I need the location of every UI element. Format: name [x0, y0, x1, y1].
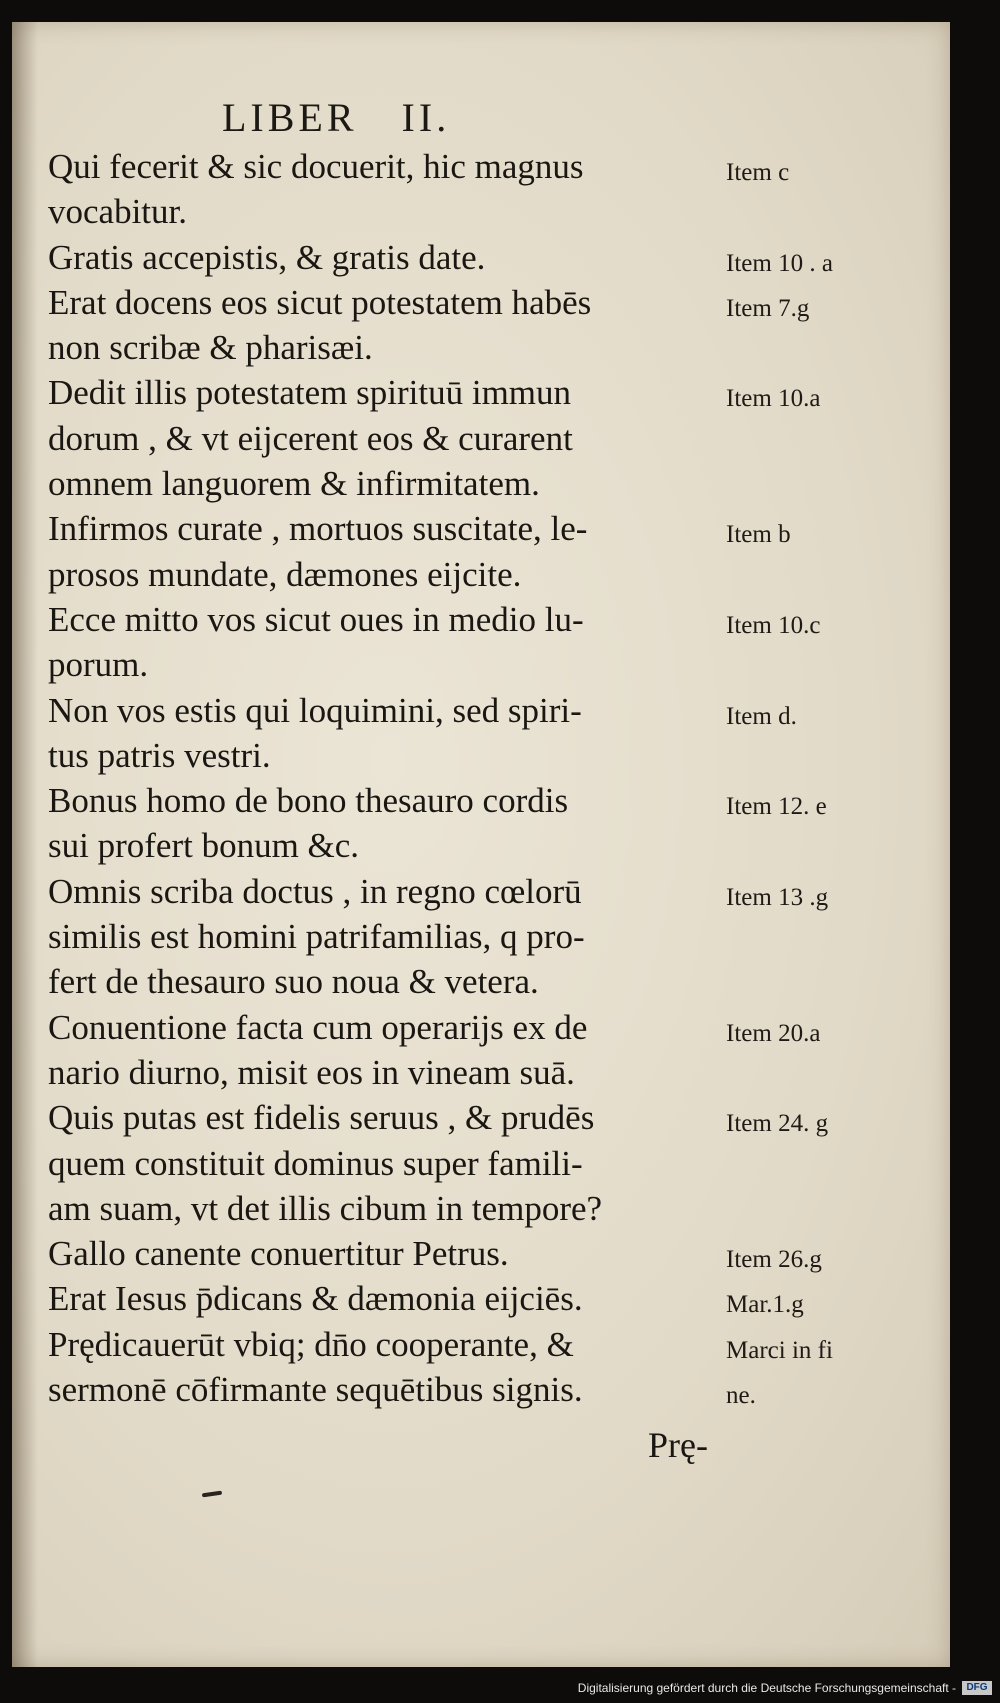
marginal-reference: Item 10.a — [726, 385, 821, 413]
text-line — [48, 235, 948, 280]
line-text: Gallo canente conuertitur Petrus. — [48, 1234, 509, 1274]
marginal-reference: Item 24. g — [726, 1110, 829, 1138]
line-text: Omnis scriba doctus , in regno cœlorū — [48, 871, 582, 911]
dfg-logo: DFG — [962, 1681, 992, 1695]
line-text: sui profert bonum &c. — [48, 826, 360, 866]
marginal-reference: ne. — [726, 1382, 756, 1410]
line-text: Non vos estis qui loquimini, sed spiri- — [48, 690, 582, 730]
header-title: LIBER — [222, 95, 358, 140]
text-line — [48, 1367, 948, 1412]
line-text: Ecce mitto vos sicut oues in medio lu- — [48, 599, 584, 639]
catchword: Prę- — [648, 1425, 708, 1465]
text-line — [48, 370, 948, 415]
text-line — [48, 597, 948, 642]
marginal-reference: Item b — [726, 521, 791, 549]
text-line — [48, 1231, 948, 1276]
marginal-reference: Item 10.c — [726, 611, 821, 639]
line-text: dorum , & vt eijcerent eos & curarent — [48, 418, 573, 458]
text-line — [48, 325, 948, 370]
text-line — [48, 461, 948, 506]
text-line — [48, 416, 948, 461]
line-text: sermonē cōfirmante sequētibus signis. — [48, 1370, 583, 1410]
line-text: Gratis accepistis, & gratis date. — [48, 237, 486, 277]
marginal-reference: Item 20.a — [726, 1019, 821, 1047]
marginal-reference: Item 7.g — [726, 294, 810, 322]
text-line — [48, 733, 948, 778]
line-text: similis est homini patrifamilias, q pro- — [48, 917, 585, 957]
running-header — [222, 94, 450, 141]
line-text: vocabitur. — [48, 192, 187, 232]
line-text: prosos mundate, dæmones eijcite. — [48, 554, 522, 594]
line-text: tus patris vestri. — [48, 735, 271, 775]
line-text: Erat Iesus p̄dicans & dæmonia eijciēs. — [48, 1279, 583, 1319]
text-line — [48, 1095, 948, 1140]
text-line — [48, 869, 948, 914]
line-text: Infirmos curate , mortuos suscitate, le- — [48, 509, 588, 549]
marginal-reference: Item c — [726, 159, 790, 186]
marginal-reference: Mar.1.g — [726, 1291, 804, 1319]
line-text: Quis putas est fidelis seruus , & prudēs — [48, 1098, 595, 1138]
line-text: Bonus homo de bono thesauro cordis — [48, 781, 569, 821]
text-line — [48, 642, 948, 687]
line-text: porum. — [48, 645, 149, 685]
page-gutter-shadow — [12, 22, 38, 1667]
digitization-credit: Digitalisierung gefördert durch die Deutsche Forschungsgemeinschaft - — [577, 1681, 956, 1695]
header-number: II. — [401, 95, 451, 140]
line-text: fert de thesauro suo noua & vetera. — [48, 962, 539, 1002]
book-page — [12, 22, 950, 1667]
text-line — [48, 959, 948, 1004]
text-line — [48, 506, 948, 551]
text-line — [48, 1276, 948, 1321]
line-text: am suam, vt det illis cibum in tempore? — [48, 1188, 603, 1228]
line-text: Dedit illis potestatem spirituū immun — [48, 373, 572, 413]
text-line — [48, 688, 948, 733]
line-text: Qui fecerit & sic docuerit, hic magnus — [48, 147, 584, 186]
text-line — [48, 189, 948, 234]
text-line — [48, 1141, 948, 1186]
text-line — [48, 144, 948, 189]
text-line — [48, 280, 948, 325]
line-text: nario diurno, misit eos in vineam suā. — [48, 1052, 575, 1092]
text-line — [48, 1322, 948, 1367]
text-line — [48, 1005, 948, 1050]
text-line — [48, 552, 948, 597]
ink-mark — [202, 1491, 222, 1498]
text-line — [48, 778, 948, 823]
text-line — [48, 1186, 948, 1231]
line-text: non scribæ & pharisæi. — [48, 328, 373, 368]
line-text: Prędicauerūt vbiq; dn̄o cooperante, & — [48, 1324, 574, 1364]
text-block — [48, 144, 948, 1412]
text-line — [48, 914, 948, 959]
line-text: quem constituit dominus super famili- — [48, 1143, 583, 1183]
marginal-reference: Marci in fi — [726, 1336, 833, 1364]
marginal-reference: Item 26.g — [726, 1246, 822, 1274]
marginal-reference: Item 13 .g — [726, 883, 829, 911]
line-text: omnem languorem & infirmitatem. — [48, 464, 540, 504]
line-text: Erat docens eos sicut potestatem habēs — [48, 282, 592, 322]
marginal-reference: Item 12. e — [726, 793, 827, 821]
line-text: Conuentione facta cum operarijs ex de — [48, 1007, 588, 1047]
marginal-reference: Item d. — [726, 702, 797, 730]
text-line — [48, 823, 948, 868]
text-line — [48, 1050, 948, 1095]
marginal-reference: Item 10 . a — [726, 249, 833, 277]
